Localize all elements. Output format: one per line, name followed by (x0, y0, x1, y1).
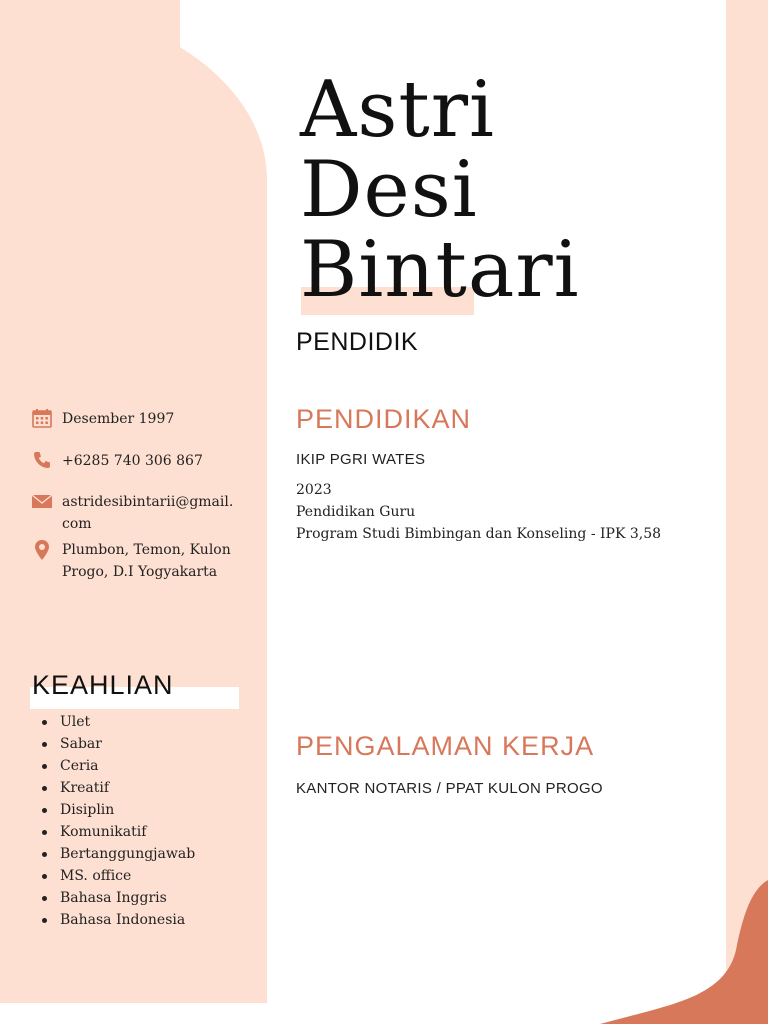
home-address: Plumbon, Temon, Kulon Progo, D.I Yogyakarta (62, 542, 231, 580)
phone-icon (32, 450, 52, 470)
right-decorative-strip (726, 0, 768, 1024)
education-year: 2023 (296, 482, 332, 498)
phone-number: +6285 740 306 867 (62, 453, 203, 469)
education-title: PENDIDIKAN (296, 404, 472, 434)
birth-date: Desember 1997 (62, 411, 175, 427)
education-institution: IKIP PGRI WATES (296, 451, 426, 468)
decorative-blob (600, 880, 768, 1024)
name-middle: Desi (300, 145, 478, 235)
left-sidebar-panel-corner (0, 0, 180, 200)
email-address[interactable]: astridesibintarii@gmail.com (62, 494, 234, 532)
skill-item: Komunikatif (36, 821, 195, 843)
skill-item: Bahasa Inggris (36, 887, 195, 909)
profession-title: PENDIDIK (296, 328, 419, 356)
name-first: Astri (300, 65, 495, 155)
skill-item: MS. office (36, 865, 195, 887)
name-last: Bintari (300, 225, 580, 315)
contact-birth (32, 408, 242, 430)
skill-item: Bertanggungjawab (36, 843, 195, 865)
skill-item: Disiplin (36, 799, 195, 821)
skills-title: KEAHLIAN (32, 670, 174, 700)
calendar-icon (32, 408, 52, 428)
contact-email (32, 491, 242, 535)
location-pin-icon (32, 539, 52, 559)
education-program: Program Studi Bimbingan dan Konseling - IPK 3,58 (296, 526, 662, 542)
work-company: KANTOR NOTARIS / PPAT KULON PROGO (296, 780, 603, 797)
education-faculty: Pendidikan Guru (296, 504, 416, 520)
contact-phone (32, 450, 242, 472)
skills-list (36, 711, 195, 931)
work-experience-title: PENGALAMAN KERJA (296, 731, 595, 761)
contact-address (32, 539, 242, 583)
mail-icon (32, 491, 52, 511)
skill-item: Bahasa Indonesia (36, 909, 195, 931)
skill-item: Sabar (36, 733, 195, 755)
full-name (300, 65, 720, 315)
skill-item: Ceria (36, 755, 195, 777)
skill-item: Ulet (36, 711, 195, 733)
skill-item: Kreatif (36, 777, 195, 799)
